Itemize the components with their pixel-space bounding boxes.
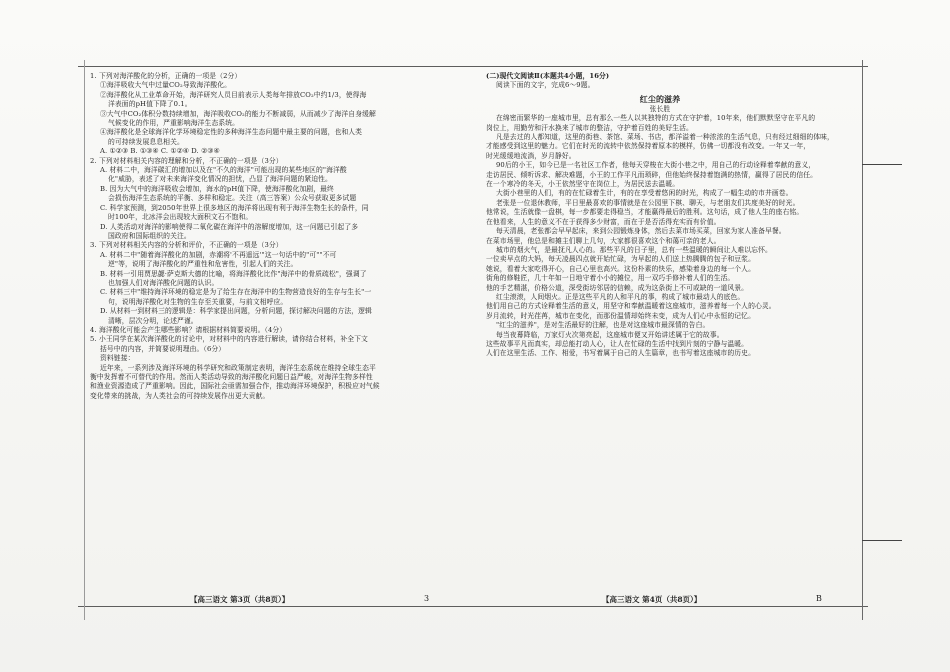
- question-4-stem: 4. 海洋酸化可能会产生哪些影响？请根据材料简要说明。（4分）: [90, 325, 287, 334]
- reading-instruction: 阅读下面的文字，完成6～9题。: [496, 81, 595, 90]
- question-3-line: A. 材料二中"随着海洋酸化的加剧，赤潮将'不再遥远'"这一句话中的"可""不可: [100, 250, 337, 259]
- question-3-line: C. 材料三中"维持海洋环境的稳定是为了给生存在海洋中的生物营造良好的生存与生长"一: [100, 288, 372, 297]
- article-line: 在菜市场里，他总是和摊主们聊上几句，大家都很喜欢这个和蔼可亲的老人。: [486, 236, 721, 245]
- question-2-stem: 2. 下列对材料相关内容的理解和分析，不正确的一项是（3分）: [90, 156, 283, 165]
- right-page-number: B: [816, 594, 822, 603]
- question-3-line: D. 从材料一到材料三的逻辑是：科学家提出问题，分析问题，探讨解决问题的方法，逻辑: [100, 307, 372, 316]
- question-1-line: ①海洋吸收大气中过量CO₂导致海洋酸化。: [100, 81, 232, 90]
- article-line: 才能感受到这里的魅力。它们在时光的流转中依然保持着原本的模样，仿佛一切都没有改变。一年又一年，: [486, 142, 811, 151]
- article-line: 每当夜幕降临，万家灯火次第亮起，这座城市便又开始讲述属于它的故事。: [496, 330, 724, 339]
- question-2-line: C. 科学家预测，到2050年世界上很多地区的海洋将出现有利于海洋生物生长的条件，同: [100, 203, 369, 212]
- article-line: 在一个寒冷的冬天，小王依然坚守在岗位上，为居民送去温暖。: [486, 180, 680, 189]
- question-2-line: 化"威胁，表述了对未来海洋变化情况的担忧，凸显了海洋问题的紧迫性。: [108, 175, 332, 184]
- question-1-line: ④海洋酸化是全球海洋化学环境稳定性的多种海洋生态问题中最主要的问题，也和人类: [100, 128, 363, 137]
- article-line: 城市的烟火气，是最抚凡人心的。那些平凡的日子里，总有一些温暖的瞬间让人难以忘怀。: [496, 245, 772, 254]
- article-line: 凡是去过的人都知道，这里的街巷、茶馆、菜场、书店，都洋溢着一种浓浓的生活气息，只有经过细细的体味，: [496, 133, 834, 142]
- article-line: 90后的小王，如今已是一名社区工作者，他每天穿梭在大街小巷之中，用自己的行动诠释着奉献的意义，: [496, 161, 816, 170]
- article-line: 这些故事平凡而真实，却总能打动人心，让人在忙碌的生活中找到片刻的宁静与温暖。: [486, 339, 749, 348]
- binding-tick: [862, 540, 902, 541]
- question-1-line: ②海洋酸化从工业革命开始，海洋研究人员目前表示人类每年排放CO₂中约1/3，使得海: [100, 90, 367, 99]
- article-line: 每天清晨，老张都会早早起床，来到公园锻炼身体，然后去菜市场买菜，回家为家人准备早餐。: [496, 227, 786, 236]
- question-5-excerpt: 和渔业资源造成了严重影响。因此，国际社会亟需加强合作，推动海洋环境保护，积极应对气候: [90, 382, 380, 391]
- question-2-line: A. 材料二中，海洋碳汇的增加以及在"不久的海洋"可能出现的某些地区的"海洋酸: [100, 166, 347, 175]
- top-margin-rule: [78, 66, 868, 67]
- question-5-excerpt: 衡中发挥着不可替代的作用。然而人类活动导致的海洋酸化问题日益严峻，对海洋生物多样性: [90, 373, 373, 381]
- question-1-options: A. ①②③ B. ①③④ C. ①②④ D. ②③④: [100, 147, 220, 156]
- article-line: 走访居民、倾听诉求、解决难题，小王的工作平凡而琐碎，但他始终保持着饱满的热情，赢得了居民的信任。: [486, 170, 818, 179]
- question-5-label: 资料链接：: [100, 354, 135, 363]
- left-page-number: 3: [424, 594, 430, 603]
- question-3-stem: 3. 下列对材料相关内容的分析和评价，不正确的一项是（3分）: [90, 241, 283, 250]
- binding-rule: [862, 60, 863, 620]
- article-line: 他们用自己的方式诠释着生活的意义，用坚守和奉献温暖着这座城市，滋养着每一个人的心灵。: [486, 302, 776, 311]
- question-1-line: 气候变化的作用，严重影响海洋生态系统。: [108, 119, 240, 128]
- article-line: 在绵密而繁华的一座城市里，总有那么一些人以其独特的方式在守护着，10年来，他们默默坚守在平凡的: [496, 114, 816, 123]
- article-line: 红尘滚滚，人间烟火。正是这些平凡的人和平凡的事，构成了城市最动人的底色。: [496, 292, 745, 301]
- article-line: 岁月流转，时光荏苒，城市在变化，而那份温情却始终未变，成为人们心中永恒的记忆。: [486, 311, 755, 320]
- article-line: 大街小巷里的人们，有的在忙碌着生计，有的在享受着悠闲的时光，构成了一幅生动的市井画卷。: [496, 189, 793, 198]
- article-line: 在他看来，人生的意义不在于获得多少财富，而在于是否活得充实而有价值。: [486, 217, 721, 226]
- left-page-footer: 【高三语文 第3页（共8页）】: [190, 595, 290, 604]
- question-1-line: ③大气中CO₂体积分数持续增加，海洋吸收CO₂的能力不断减弱，从而减少了海洋自身缓解: [100, 109, 376, 118]
- article-line: 人们在这里生活、工作、相爱，书写着属于自己的人生篇章，也书写着这座城市的历史。: [486, 349, 755, 358]
- question-1-line: 洋表面的pH值下降了0.1。: [108, 100, 192, 109]
- question-3-line: B. 材料一引用贾思勰·萨克斯大德的比喻，将海洋酸化比作"海洋中的骨质疏松"，强调了: [100, 269, 367, 278]
- article-title: 红尘的滋养: [639, 93, 681, 104]
- article-line: 时光缓缓地流淌，岁月静好。: [486, 151, 576, 160]
- left-binding-rule: [84, 60, 85, 620]
- bottom-margin-rule: [78, 606, 868, 607]
- right-page-column: [486, 72, 834, 359]
- question-3-line: 也加强人们对海洋酸化问题的认识。: [108, 278, 219, 287]
- binding-tick: [862, 164, 902, 165]
- article-line: "红尘的滋养"，是对生活最好的注解，也是对这座城市最深情的告白。: [496, 321, 710, 330]
- article-line: 一位卖早点的大妈，每天凌晨四点就开始忙碌，为早起的人们送上热腾腾的包子和豆浆。: [486, 255, 755, 264]
- question-2-line: 会损伤海洋生态系统的平衡、多样和稳定。关注（高三答案）公众号获取更多试题: [108, 194, 357, 203]
- article-author: 张长胜: [649, 104, 671, 113]
- article-line: 她说，看着大家吃得开心，自己心里也高兴。这份朴素的快乐，感染着身边的每一个人。: [486, 264, 755, 273]
- question-5-excerpt: 近年来，一系列涉及海洋环境的科学研究和政策制定表明，海洋生态系统在维持全球生态平: [100, 363, 376, 372]
- section-heading: (二)现代文阅读Ⅱ(本题共4小题，16分): [486, 72, 610, 80]
- question-3-line: 逆"等，说明了海洋酸化的严重性和危害性，引起人们的关注。: [108, 260, 298, 269]
- question-1-stem: 1. 下列对海洋酸化的分析，正确的一项是（2分）: [90, 72, 242, 80]
- article-line: 街角的修鞋匠，几十年如一日地守着小小的摊位，用一双巧手修补着人们的生活。: [486, 274, 735, 283]
- article-line: 老张是一位退休教师，平日里最喜欢的事情就是在公园里下棋、聊天，与老朋友们共度美好的时光。: [496, 198, 800, 207]
- question-5-stem-cont: 括号中的内容，并简要说明理由。（6分）: [100, 344, 226, 353]
- question-2-line: 时100年，北冰洋会出现较大面积文石不饱和。: [108, 213, 253, 222]
- question-3-line: 句，说明海洋酸化对生物的生存至关重要，与前文相呼应。: [108, 297, 288, 306]
- article-line: 他常说，生活就像一盘棋，每一步都要走得稳当，才能赢得最后的胜利。这句话，成了他人生的座右铭。: [486, 208, 804, 217]
- question-3-line: 清晰，层次分明，论述严谨。: [108, 316, 198, 325]
- right-page-footer: 【高三语文 第4页（共8页）】: [602, 595, 702, 604]
- question-2-line: B. 因为大气中的海洋吸收会增加，海水的pH值下降，使海洋酸化加剧，最终: [100, 184, 334, 193]
- left-page-column: [90, 72, 438, 401]
- question-1-line: 的可持续发展息息相关。: [108, 137, 184, 146]
- question-2-line: D. 人类活动对海洋的影响使得二氧化碳在海洋中的溶解度增加，这一问题已引起了多: [100, 222, 359, 231]
- question-2-line: 国政府和国际组织的关注。: [108, 231, 191, 240]
- question-5-stem: 5. 小王同学在某次海洋酸化的讨论中，对材料中的内容进行解读，请你结合材料，补全下文: [90, 335, 368, 344]
- question-5-excerpt: 变化带来的挑战，为人类社会的可持续发展作出更大贡献。: [90, 391, 270, 400]
- article-line: 岗位上，用勤劳和汗水换来了城市的整洁，守护着百姓的美好生活。: [486, 123, 693, 132]
- article-line: 他的手艺精湛，价格公道，深受街坊邻居的信赖，成为这条街上不可或缺的一道风景。: [486, 283, 749, 292]
